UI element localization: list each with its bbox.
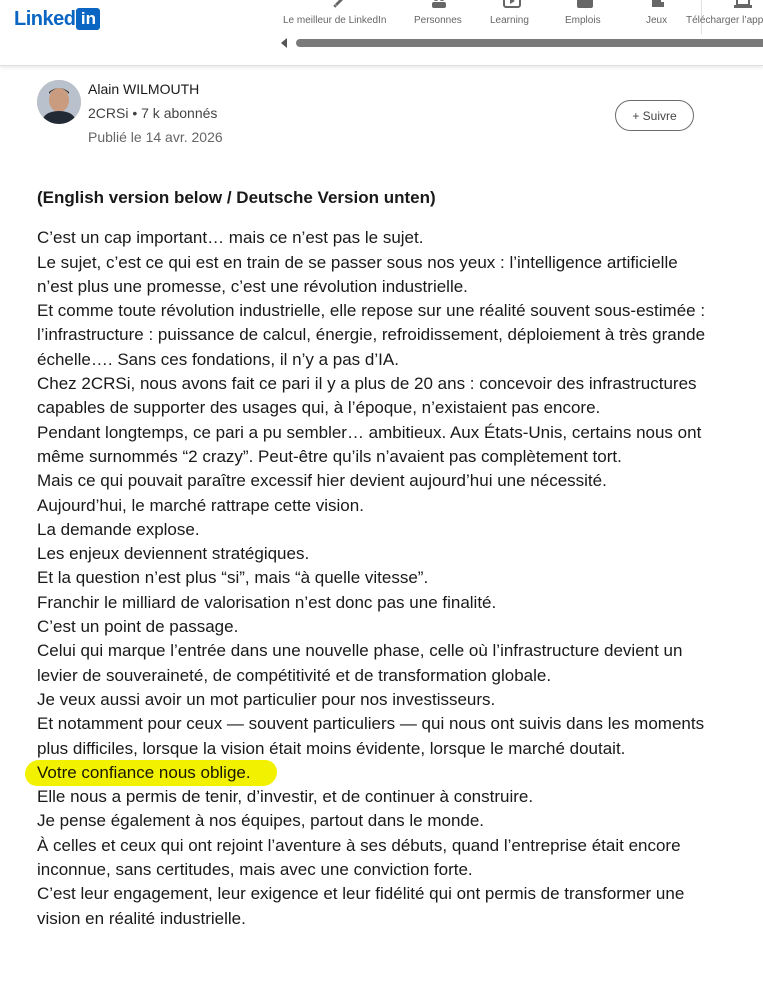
paragraph: Franchir le milliard de valorisation n’est donc pas une finalité. [37, 592, 497, 612]
logo-text: Linked [14, 7, 76, 30]
nav-item-jobs[interactable] [565, 0, 605, 30]
laptop-icon [734, 0, 752, 8]
paragraph: C’est un cap important… mais ce n’est pas le sujet. [37, 228, 424, 248]
nav-label: Jeux [646, 15, 668, 26]
nav-label: Le meilleur de LinkedIn [283, 15, 387, 26]
nav-label: Learning [490, 15, 529, 26]
puzzle-icon [649, 0, 667, 8]
briefcase-icon [576, 0, 594, 8]
nav-item-best-of[interactable] [283, 0, 395, 30]
paragraph: Chez 2CRSi, nous avons fait ce pari il y a plus de 20 ans : concevoir des infrastructures capables de supporter des usages qui, à l’époque, n’existaient pas encore. [37, 374, 697, 418]
nav-label: Emplois [565, 15, 601, 26]
paragraph: Les enjeux deviennent stratégiques. [37, 544, 310, 564]
highlight [37, 761, 251, 785]
article-heading: (English version below / Deutsche Version unten) [37, 188, 436, 207]
top-navigation [0, 0, 763, 66]
paragraph: C’est un point de passage. [37, 617, 239, 637]
paragraph: Et la question n’est plus “si”, mais “à quelle vitesse”. [37, 568, 429, 588]
paragraph: Je pense également à nos équipes, partout dans le monde. [37, 811, 485, 831]
horizontal-scrollbar[interactable] [296, 39, 763, 47]
paragraph: Pendant longtemps, ce pari a pu sembler… ambitieux. Aux États-Unis, certains nous ont même surnommés “2 crazy”. Peut-être qu’ils n’avaient pas complètement tort. [37, 422, 702, 466]
paragraph: Et comme toute révolution industrielle, elle repose sur une réalité souvent sous-estimée : l’infrastructure : puissance de calcul, énergie, refroidissement, déploiement à très grande échelle…. Sans ces fondations, il n’y a pas d’IA. [37, 301, 706, 369]
paragraph: À celles et ceux qui ont rejoint l’aventure à ses débuts, quand l’entreprise était encore inconnue, sans certitudes, mais avec une conviction forte. [37, 835, 681, 880]
paragraph: Elle nous a permis de tenir, d’investir, et de continuer à construire. [37, 787, 534, 807]
nav-item-games[interactable] [646, 0, 670, 30]
highlighted-paragraph [37, 761, 717, 785]
nav-label: Personnes [414, 15, 462, 26]
follow-button[interactable]: + Suivre [615, 100, 694, 131]
highlighted-text: Votre confiance nous oblige. [37, 762, 251, 782]
play-icon [503, 0, 521, 8]
avatar[interactable] [37, 80, 81, 124]
paragraph: Je veux aussi avoir un mot particulier pour nos investisseurs. [37, 689, 496, 709]
linkedin-logo[interactable] [14, 6, 100, 32]
sparkle-icon [330, 0, 348, 8]
author-subtitle: 2CRSi • 7 k abonnés [88, 105, 218, 121]
paragraph: Mais ce qui pouvait paraître excessif hier devient aujourd’hui une nécessité. [37, 471, 607, 491]
paragraph: Et notamment pour ceux — souvent particuliers — qui nous ont suivis dans les moments plus difficiles, lorsque la vision était moins évidente, lorsque le marché doutait. [37, 714, 705, 758]
paragraph: Le sujet, c’est ce qui est en train de se passer sous nos yeux : l’intelligence artificielle n’est plus une promesse, c’est une révolution industrielle. [37, 252, 678, 296]
article-body [37, 186, 717, 931]
paragraph: Aujourd’hui, le marché rattrape cette vision. [37, 495, 364, 515]
nav-item-people[interactable] [414, 0, 464, 30]
author-photo [37, 80, 81, 124]
publish-date: Publié le 14 avr. 2026 [88, 129, 223, 145]
logo-box: in [76, 8, 100, 30]
nav-item-download-app[interactable] [686, 0, 763, 30]
nav-item-learning[interactable] [490, 0, 534, 30]
author-name[interactable]: Alain WILMOUTH [88, 81, 200, 97]
paragraph: Celui qui marque l’entrée dans une nouvelle phase, celle où l’infrastructure devient un levier de souveraineté, de compétitivité et de transformation globale. [37, 641, 683, 685]
people-icon [430, 0, 448, 8]
paragraph: C’est leur engagement, leur exigence et leur fidélité qui ont permis de transformer une vision en réalité industrielle. [37, 884, 685, 928]
scroll-left-arrow-icon[interactable] [281, 38, 287, 48]
nav-label: Télécharger l’app [686, 15, 763, 26]
paragraph: La demande explose. [37, 519, 200, 539]
